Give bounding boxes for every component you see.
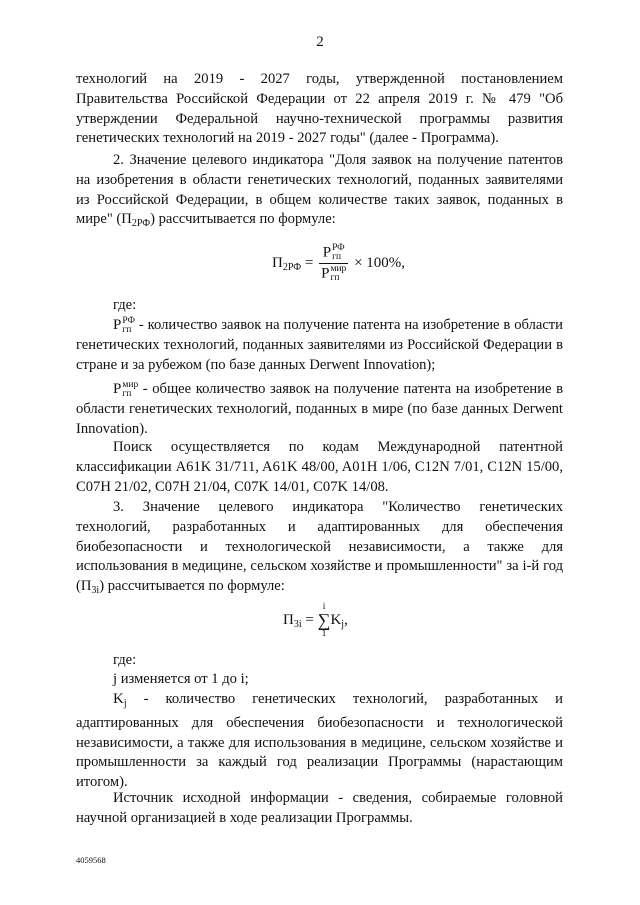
def-world-sup: мир [122, 379, 139, 390]
j-range-text: j изменяется от 1 до i; [113, 671, 249, 687]
formula1-numerator [319, 244, 348, 264]
formula1-lhs: П [272, 254, 283, 271]
def-k-text: - количество генетических технологий, разработанных и адаптированных для обеспечения биобезопасности и технологической независимости, а также для использования в медицине, сельском хозяйстве и промышленности за каждый год реализации Программы (нарастающим итогом). [76, 691, 563, 791]
formula1-num-sub: гп [332, 252, 342, 262]
formula2-tail: , [344, 611, 348, 628]
definition-k [76, 690, 563, 793]
item3-text-start: 3. Значение целевого индикатора "Количество генетических технологий, разработанных и адаптированных для обеспечения биобезопасности и технологической независимости, а также для использования в медицине, сельском хозяйстве и промышленности" за i-й год (П [76, 499, 563, 595]
formula1-num-symbol: Р [322, 244, 332, 261]
formula2-sum-symbol: ∑ [317, 610, 331, 630]
intro-paragraph: технологий на 2019 - 2027 годы, утвержденной постановлением Правительства Российской Федерации от 22 апреля 2019 г. № 479 "Об утверждении Федеральной научно-технической программы развития генетических технологий на 2019 - 2027 годы" (далее - Программа). [76, 71, 563, 147]
def-k-symbol: K [113, 691, 124, 707]
formula-tech-count [283, 602, 348, 639]
document-code: 4059568 [76, 855, 106, 865]
def-rf-text: - количество заявок на получение патента на изобретение в области генетических технологий, поданных заявителями из Российской Федерации в стране и за рубежом (по базе данных Derwent Innovation); [76, 317, 563, 373]
def-world-sub: гп [122, 388, 132, 399]
item3-paragraph [76, 498, 563, 601]
item2-text-start: 2. Значение целевого индикатора "Доля заявок на получение патентов на изобретения в области генетических технологий, поданных заявителями из Российской Федерации, в общем количестве таких заявок, поданных в мире" (П [76, 152, 563, 228]
def-rf-sub: гп [122, 324, 132, 335]
def-world-text: - общее количество заявок на получение патента на изобретение в области генетических технологий, поданных в мире (по базе данных Derwent Innovation). [76, 381, 563, 437]
where-label-2: где: [113, 652, 137, 668]
formula1-num-sup: РФ [332, 243, 345, 253]
item3-text-end: ) рассчитывается по формуле: [99, 578, 285, 595]
formula2-sum-lower: 1 [321, 629, 327, 639]
formula2-lhs-sub: 3i [293, 618, 302, 630]
item2-paragraph [76, 151, 563, 234]
formula2-lhs: П [283, 611, 294, 628]
item3-subscript: 3i [91, 585, 100, 597]
def-k-sub: j [123, 698, 127, 709]
formula1-lhs-sub: 2РФ [282, 261, 302, 273]
definition-world [76, 380, 563, 439]
formula1-eq: = [304, 254, 314, 271]
item2-subscript: 2РФ [131, 218, 151, 230]
item2-text-end: ) рассчитывается по формуле: [150, 211, 336, 228]
def-rf-sup: РФ [122, 315, 135, 326]
formula2-eq: = [305, 611, 314, 628]
source-paragraph: Источник исходной информации - сведения, собираемые головной научной организацией в ходе реализации Программы. [76, 790, 563, 826]
formula1-den-sub: гп [330, 273, 340, 283]
formula1-tail: × 100%, [354, 254, 406, 271]
definition-rf [76, 316, 563, 375]
formula1-fraction [319, 244, 348, 283]
formula1-den-sup: мир [330, 264, 347, 274]
def-rf-symbol: Р [113, 317, 122, 333]
formula1-denominator [319, 264, 348, 283]
search-paragraph: Поиск осуществляется по кодам Международной патентной классификации A61K 31/711, A61K 48/00, A01H 1/06, C12N 7/01, C12N 15/00, C07H 21/02, C07H 21/04, C07K 14/01, C07K 14/08. [76, 439, 563, 495]
where-label-1: где: [113, 297, 137, 313]
def-world-symbol: Р [113, 381, 122, 397]
formula1-den-symbol: Р [321, 265, 330, 282]
formula2-term: K [330, 611, 342, 628]
formula2-sum-upper: i [322, 602, 326, 612]
page-number: 2 [316, 34, 324, 50]
formula2-term-sub: j [341, 618, 345, 630]
formula-share-rf [272, 244, 405, 283]
formula2-sum [318, 602, 331, 639]
